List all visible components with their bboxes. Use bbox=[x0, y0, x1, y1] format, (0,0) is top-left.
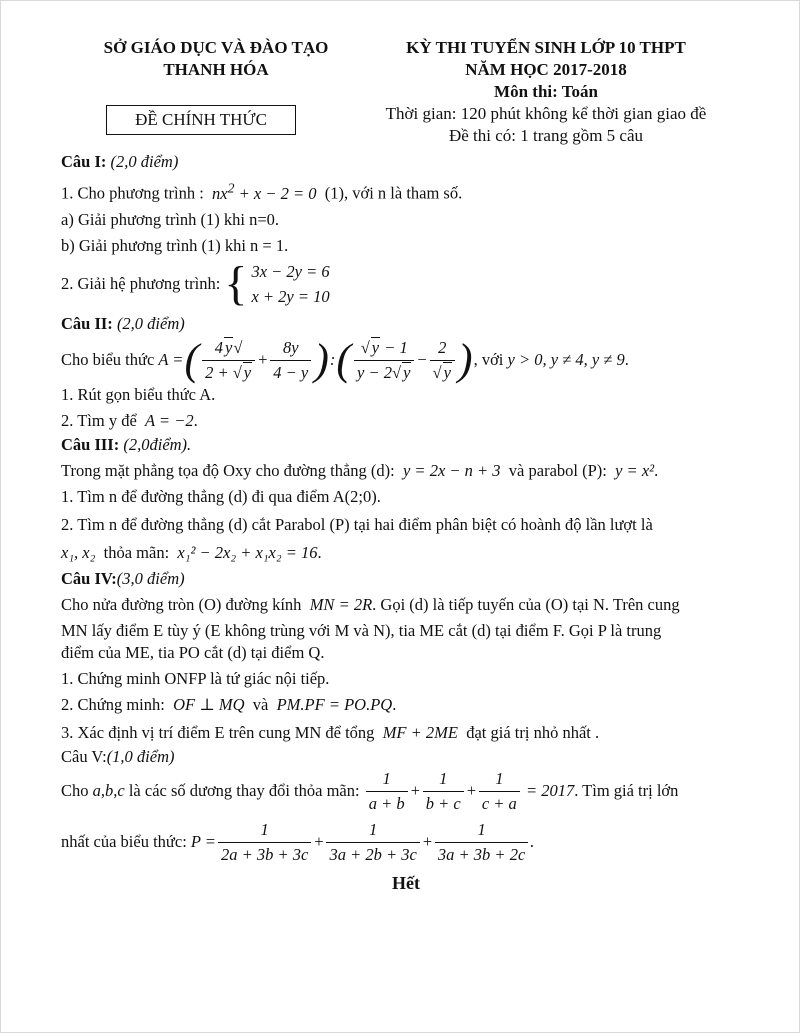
subject: Môn thi: Toán bbox=[494, 82, 598, 101]
q1-part1: 1. Cho phương trình : $nx^2 + x - 2 = 0$ (1), với n là tham số. bbox=[61, 180, 463, 203]
q4-line3: điểm của ME, tia PO cắt (d) tại điểm Q. bbox=[61, 642, 325, 662]
q1-part2: 2. Giải hệ phương trình: { 3x − 2y = 6 x + 2y = 10 bbox=[61, 256, 330, 310]
q4-part3: 3. Xác định vị trí điểm E trên cung MN để tổng MF + 2ME đạt giá trị nhỏ nhất . bbox=[61, 722, 600, 742]
q3-part2: 2. Tìm n để đường thẳng (d) cắt Parabol (P) tại hai điểm phân biệt có hoành độ lần lượt là bbox=[61, 514, 653, 534]
q2-expression: Cho biểu thức A = ( $\frac{4 y√}{2 + √ y}$ + $\frac{8y}{4 - y}$ ) : ( $\frac{√ y - 1}{y - 2√ y}$ − $\frac{2}{√ y}$ ) , với y > 0, y ≠ 4, y ≠ 9 . bbox=[61, 335, 629, 384]
q1-part-a: a) Giải phương trình (1) khi n=0. bbox=[61, 209, 280, 229]
q2-heading: Câu II: (2,0 điểm) bbox=[61, 313, 185, 333]
q3-heading: Câu III: (2,0điểm). bbox=[61, 434, 192, 454]
duration: Thời gian: 120 phút không kể thời gian giao đề bbox=[385, 104, 707, 123]
q1-heading: Câu I: (2,0 điểm) bbox=[61, 152, 179, 171]
q4-part1: 1. Chứng minh ONFP là tứ giác nội tiếp. bbox=[61, 668, 330, 688]
q4-line1: Cho nửa đường tròn (O) đường kính MN = 2R. Gọi (d) là tiếp tuyến của (O) tại N. Trên cung bbox=[61, 594, 680, 614]
q4-line2: MN lấy điểm E tùy ý (E không trùng với M và N), tia ME cắt (d) tại điểm F. Gọi P là trung bbox=[61, 620, 662, 640]
q3-part1: 1. Tìm n để đường thẳng (d) đi qua điểm A(2;0). bbox=[61, 486, 381, 506]
q5-line1: Cho a,b,c là các số dương thay đổi thỏa mãn: $\frac{1}{a + b}$ + $\frac{1}{b + c}$ + $\frac{1}{c + a}$ = 2017 . Tìm giá trị lớn bbox=[61, 768, 679, 813]
q3-part2-cont: x₁, x₂ thỏa mãn: x₁² − 2x₂ + x₁x₂ = 16. bbox=[61, 542, 322, 562]
q5-expression-P: P = $\frac{1}{2a + 3b + 3c}$ + $\frac{1}{3a + 2b + 3c}$ + $\frac{1}{3a + 3b + 2c}$ . bbox=[190, 819, 535, 864]
q4-part2: 2. Chứng minh: OF ⊥ MQ và PM.PF = PO.PQ. bbox=[61, 694, 397, 714]
expression-A: A = ( $\frac{4 y√}{2 + √ y}$ + $\frac{8y}{4 - y}$ ) : ( $\frac{√ y - 1}{y - 2√ y}$ − $\frac{2}{√ y}$ ) bbox=[158, 335, 473, 384]
q1-part-b: b) Giải phương trình (1) khi n = 1. bbox=[61, 235, 289, 255]
equation-system bbox=[251, 259, 329, 309]
system-eq-2: x + 2y = 10 bbox=[251, 286, 330, 306]
school-year: NĂM HỌC 2017-2018 bbox=[465, 60, 627, 79]
q4-heading: Câu IV:(3,0 điểm) bbox=[61, 568, 185, 588]
q2-part1: 1. Rút gọn biểu thức A. bbox=[61, 384, 216, 404]
official-label: ĐỀ CHÍNH THỨC bbox=[106, 105, 296, 135]
q2-part2: 2. Tìm y để A = −2. bbox=[61, 410, 198, 430]
q5-constraint: $\frac{1}{a + b}$ + $\frac{1}{b + c}$ + $\frac{1}{c + a}$ = 2017 bbox=[364, 768, 575, 815]
province-name: THANH HÓA bbox=[163, 60, 269, 79]
q2-condition: y > 0, y ≠ 4, y ≠ 9 bbox=[507, 350, 625, 369]
department-name: SỞ GIÁO DỤC VÀ ĐÀO TẠO bbox=[103, 38, 329, 57]
system-eq-1: 3x − 2y = 6 bbox=[251, 261, 330, 281]
exam-header bbox=[1, 37, 800, 147]
brace-symbol: { bbox=[224, 256, 248, 310]
page-info: Đề thi có: 1 trang gồm 5 câu bbox=[448, 126, 644, 145]
q5-heading: Câu V:(1,0 điểm) bbox=[61, 746, 175, 766]
end-marker: Hết bbox=[392, 872, 420, 893]
q1-equation: $nx^2 + x - 2 = 0$ bbox=[207, 180, 321, 203]
exam-title: KỲ THI TUYỂN SINH LỚP 10 THPT bbox=[406, 38, 686, 57]
q5-line2: nhất của biểu thức: P = $\frac{1}{2a + 3b + 3c}$ + $\frac{1}{3a + 2b + 3c}$ + $\frac{1}{3a + 3b + 2c}$ . bbox=[61, 819, 535, 864]
q3-intro: Trong mặt phẳng tọa độ Oxy cho đường thẳng (d): y = 2x − n + 3 và parabol (P): y = x². bbox=[61, 460, 659, 480]
exam-content bbox=[61, 149, 751, 894]
